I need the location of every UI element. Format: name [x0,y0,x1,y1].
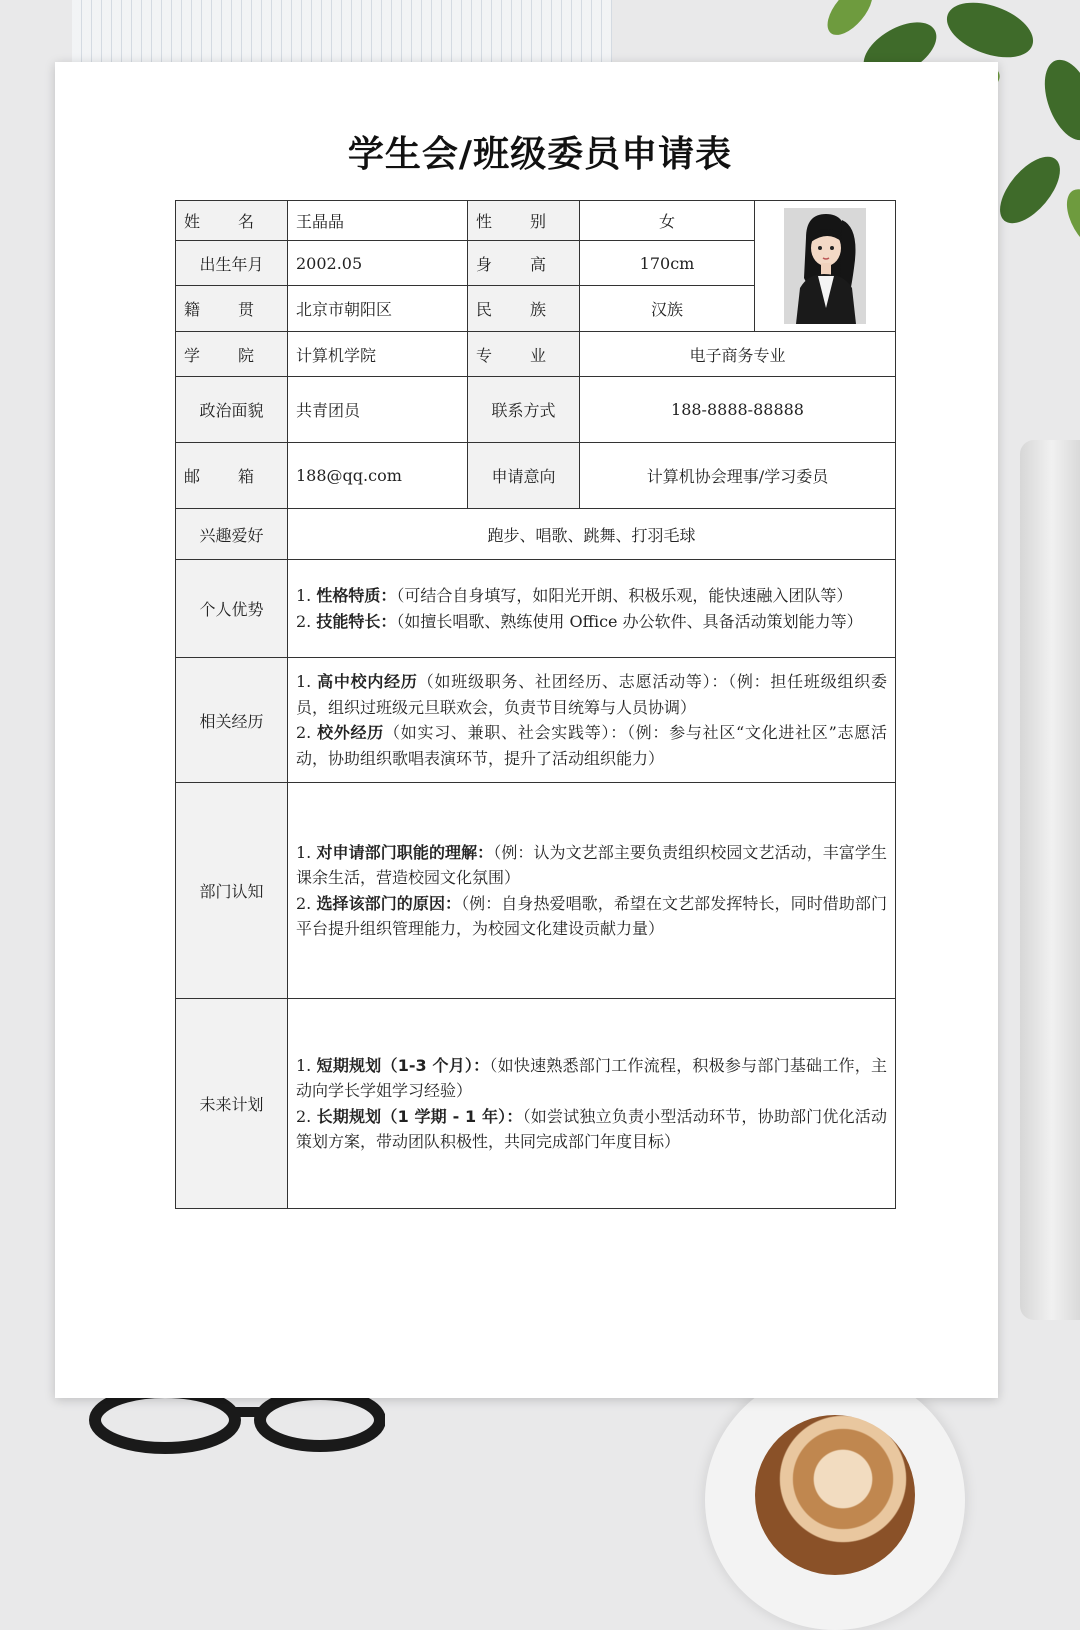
background-tablet [1020,440,1080,1320]
major-value: 电子商务专业 [580,332,896,377]
email-label: 邮 箱 [176,443,288,509]
college-label: 学 院 [176,332,288,377]
plan-item-1: 1. 短期规划（1-3 个月）：（如快速熟悉部门工作流程，积极参与部门基础工作，主动向学长学姐学习经验） [296,1055,887,1100]
row-email [176,443,896,509]
advantage-content [288,560,896,658]
row-advantage [176,560,896,658]
application-form [175,200,896,1209]
native-label: 籍 贯 [176,286,288,332]
name-value: 王晶晶 [288,201,468,241]
experience-item-1: 1. 高中校内经历（如班级职务、社团经历、志愿活动等）：（例：担任班级组织委员，组织过班级元旦联欢会，负责节目统筹与人员协调） [296,672,887,717]
advantage-item-1: 1. 性格特质：（可结合自身填写，如阳光开朗、积极乐观，能快速融入团队等） [296,586,853,605]
birth-label: 出生年月 [176,241,288,286]
email-value: 188@qq.com [288,443,468,509]
advantage-label: 个人优势 [176,560,288,658]
height-value: 170cm [580,241,755,286]
experience-label: 相关经历 [176,658,288,783]
coffee-cup-decoration [705,1370,965,1630]
row-hobby [176,509,896,560]
political-label: 政治面貌 [176,377,288,443]
plan-label: 未来计划 [176,999,288,1209]
major-label: 专 业 [468,332,580,377]
college-value: 计算机学院 [288,332,468,377]
native-value: 北京市朝阳区 [288,286,468,332]
name-label: 姓 名 [176,201,288,241]
gender-label: 性 别 [468,201,580,241]
ethnic-value: 汉族 [580,286,755,332]
contact-value: 188-8888-88888 [580,377,896,443]
row-department [176,783,896,999]
hobby-value: 跑步、唱歌、跳舞、打羽毛球 [288,509,896,560]
birth-value: 2002.05 [288,241,468,286]
hobby-label: 兴趣爱好 [176,509,288,560]
department-label: 部门认知 [176,783,288,999]
plan-content [288,999,896,1209]
department-content [288,783,896,999]
glasses-decoration [85,1385,385,1475]
contact-label: 联系方式 [468,377,580,443]
intent-label: 申请意向 [468,443,580,509]
experience-content [288,658,896,783]
row-political [176,377,896,443]
avatar-photo-icon [784,208,866,324]
row-college [176,332,896,377]
political-value: 共青团员 [288,377,468,443]
department-item-2: 2. 选择该部门的原因：（例：自身热爱唱歌，希望在文艺部发挥特长，同时借助部门平台提升组织管理能力，为校园文化建设贡献力量） [296,893,887,938]
advantage-item-2: 2. 技能特长：（如擅长唱歌、熟练使用 Office 办公软件、具备活动策划能力等） [296,611,863,631]
row-experience [176,658,896,783]
plan-item-2: 2. 长期规划（1 学期 - 1 年）：（如尝试独立负责小型活动环节，协助部门优化活动策划方案，带动团队积极性，共同完成部门年度目标） [296,1106,887,1151]
department-item-1: 1. 对申请部门职能的理解：（例：认为文艺部主要负责组织校园文艺活动，丰富学生课余生活，营造校园文化氛围） [296,842,887,887]
gender-value: 女 [580,201,755,241]
intent-value: 计算机协会理事/学习委员 [580,443,896,509]
page-title: 学生会/班级委员申请表 [347,134,733,175]
row-name [176,201,896,241]
experience-item-2: 2. 校外经历（如实习、兼职、社会实践等）：（例：参与社区“文化进社区”志愿活动，协助组织歌唱表演环节，提升了活动组织能力） [296,723,887,768]
height-label: 身 高 [468,241,580,286]
photo-cell [755,201,896,332]
row-plan [176,999,896,1209]
ethnic-label: 民 族 [468,286,580,332]
